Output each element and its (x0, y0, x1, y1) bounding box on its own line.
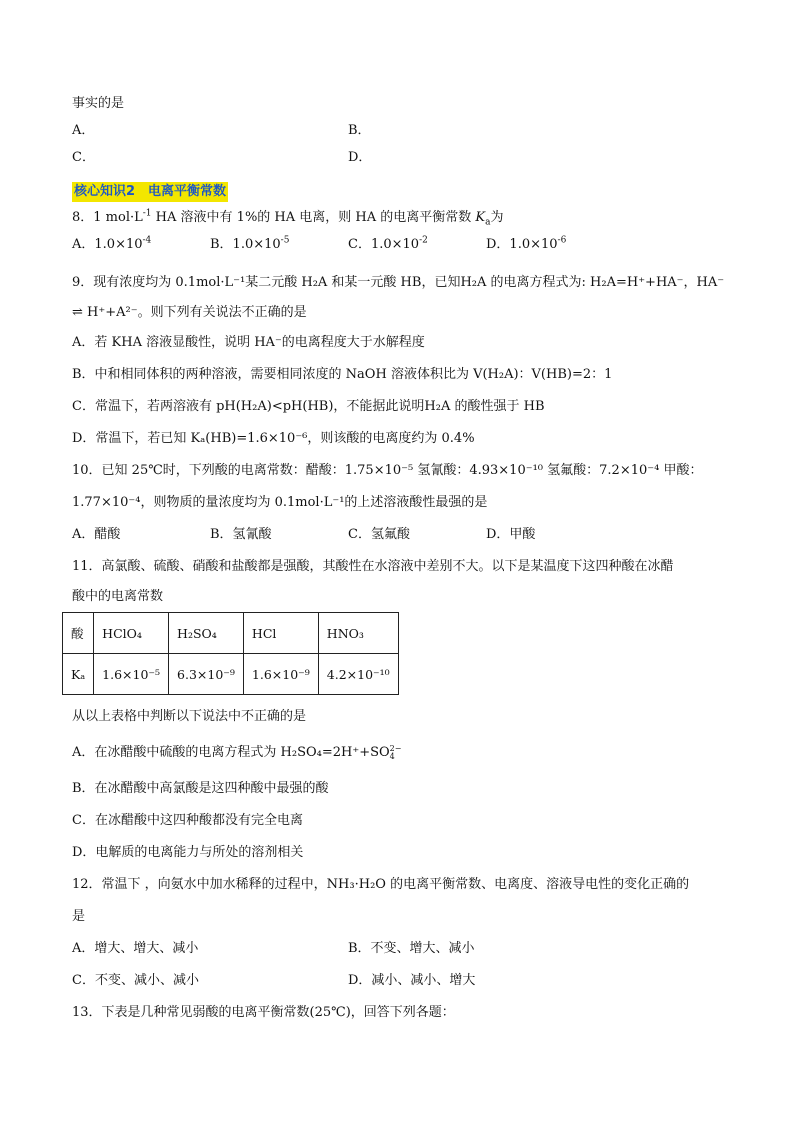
q8-option-a: A．$1.0\times 10^{-4}$ (72, 235, 152, 252)
q12-option-a: A．增大、增大、减小 (72, 941, 199, 956)
q10-stem-line2: 1.77×10⁻⁴，则物质的量浓度均为 0.1mol·L⁻¹的上述溶液酸性最强的是 (72, 495, 488, 510)
q11-stem-line1: 11．高氯酸、硫酸、硝酸和盐酸都是强酸，其酸性在水溶液中差别不大。以下是某温度下这四种酸在冰醋 (72, 559, 674, 574)
q12-stem-line1: 12．常温下 ，向氨水中加水稀释的过程中，NH₃·H₂O 的电离平衡常数、电离度、溶液导电性的变化正确的 (72, 877, 690, 892)
q10-option-c: C．氢氟酸 (348, 527, 410, 542)
question-tail: 事实的是 (72, 96, 125, 111)
table-cell: 1.6×10⁻⁹ (243, 654, 318, 695)
table-cell: Kₐ (63, 654, 94, 695)
q8-option-d: D．$1.0\times 10^{-6}$ (486, 235, 567, 252)
q11-option-c: C．在冰醋酸中这四种酸都没有完全电离 (72, 813, 303, 828)
ka-table (62, 612, 399, 695)
option-d: D． (348, 150, 372, 165)
q10-option-d: D．甲酸 (486, 527, 536, 542)
table-cell: 酸 (63, 613, 94, 654)
q9-option-b: B．中和相同体积的两种溶液，需要相同浓度的 NaOH 溶液体积比为 V(H₂A)：V(HB)=2：1 (72, 367, 613, 382)
q10-stem-line1: 10．已知 25℃时，下列酸的电离常数：醋酸：1.75×10⁻⁵ 氢氰酸：4.93×10⁻¹⁰ 氢氟酸：7.2×10⁻⁴ 甲酸： (72, 463, 703, 478)
q13-stem-line1: 13．下表是几种常见弱酸的电离平衡常数(25℃)，回答下列各题： (72, 1005, 455, 1020)
option-a: A． (72, 123, 95, 138)
section-heading: 核心知识2 电离平衡常数 (72, 182, 228, 202)
q12-stem-line2: 是 (72, 909, 86, 924)
table-row (63, 613, 399, 654)
q11-option-d: D．电解质的电离能力与所处的溶剂相关 (72, 845, 304, 860)
q12-option-c: C．不变、减小、减小 (72, 973, 199, 988)
q8-option-c: C．$1.0\times 10^{-2}$ (348, 235, 428, 252)
table-cell: HClO₄ (94, 613, 169, 654)
table-cell: HCl (243, 613, 318, 654)
q11-after-table: 从以上表格中判断以下说法中不正确的是 (72, 709, 307, 724)
table-cell: 1.6×10⁻⁵ (94, 654, 169, 695)
q9-stem-line2: ⇌ H⁺+A²⁻。则下列有关说法不正确的是 (72, 305, 307, 320)
table-cell: H₂SO₄ (169, 613, 244, 654)
q8-stem: 8．1 $mol\cdot L^{-1}$ HA 溶液中有 1%的 HA 电离，则 HA 的电离平衡常数 $K_a$为 (72, 208, 504, 228)
q12-option-d: D．减小、减小、增大 (348, 973, 476, 988)
q10-option-b: B．氢氰酸 (210, 527, 272, 542)
option-b: B． (348, 123, 371, 138)
q8-option-b: B．$1.0\times 10^{-5}$ (210, 235, 290, 252)
q11-stem-line2: 酸中的电离常数 (72, 589, 164, 604)
table-cell: 4.2×10⁻¹⁰ (318, 654, 398, 695)
q9-option-c: C．常温下，若两溶液有 pH(H₂A)<pH(HB)，不能据此说明H₂A 的酸性强于 HB (72, 399, 545, 414)
q10-option-a: A．醋酸 (72, 527, 121, 542)
q9-stem-line1: 9．现有浓度均为 0.1mol·L⁻¹某二元酸 H₂A 和某一元酸 HB，已知H₂A 的电离方程式为: H₂A=H⁺+HA⁻，HA⁻ (72, 275, 725, 290)
q9-option-a: A．若 KHA 溶液显酸性，说明 HA⁻的电离程度大于水解程度 (72, 335, 425, 350)
q12-option-b: B．不变、增大、减小 (348, 941, 475, 956)
option-c: C． (72, 150, 95, 165)
table-cell: 6.3×10⁻⁹ (169, 654, 244, 695)
q11-option-b: B．在冰醋酸中高氯酸是这四种酸中最强的酸 (72, 781, 329, 796)
table-row (63, 654, 399, 695)
q11-option-a: A．在冰醋酸中硫酸的电离方程式为 H₂SO₄=2H⁺+SO 2− 4 (72, 743, 402, 761)
q9-option-d: D．常温下，若已知 Kₐ(HB)=1.6×10⁻⁶，则该酸的电离度约为 0.4% (72, 431, 475, 446)
table-cell: HNO₃ (318, 613, 398, 654)
